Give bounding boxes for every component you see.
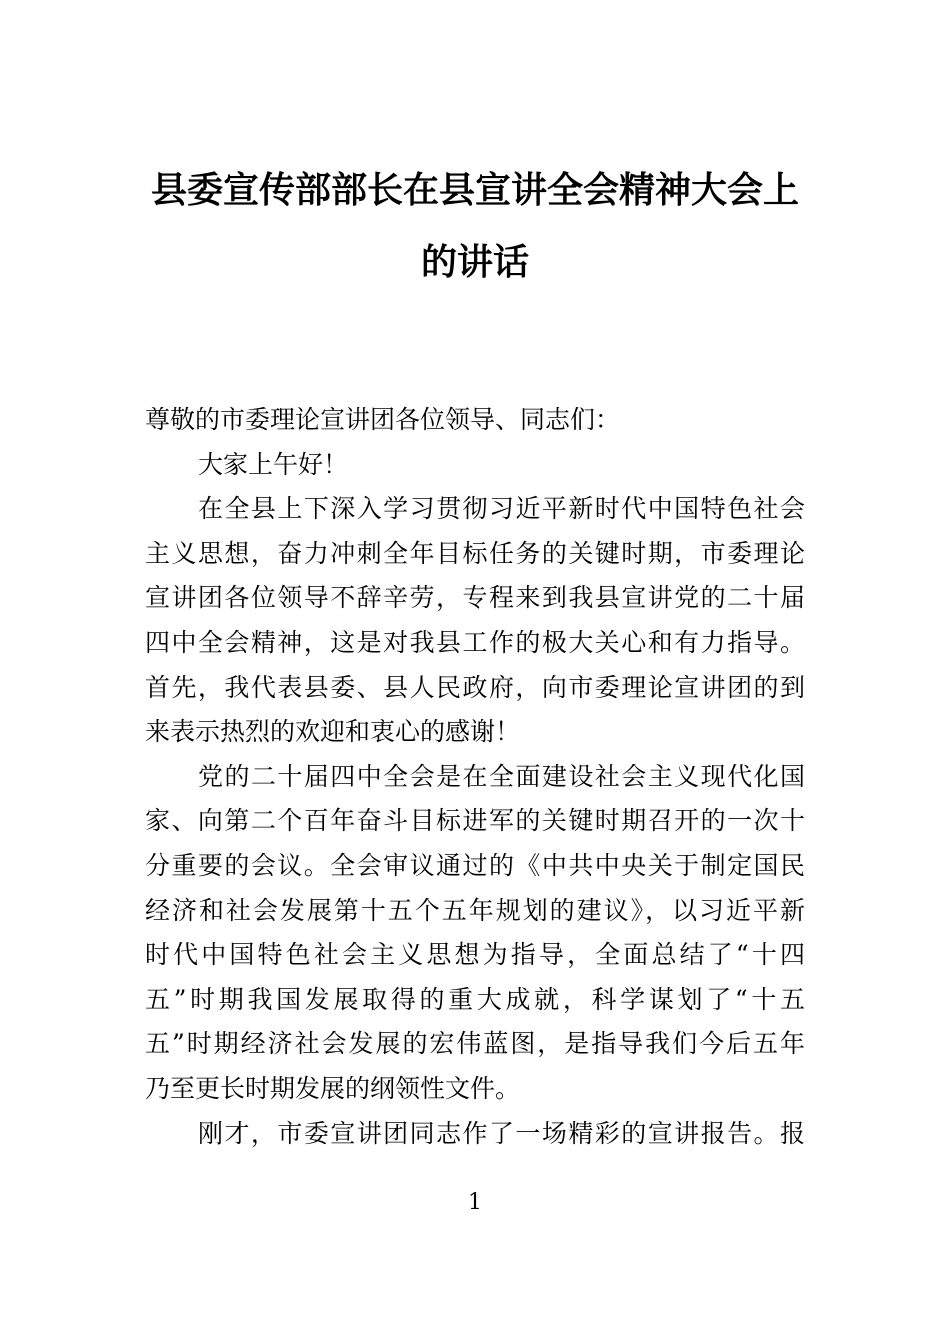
paragraph <box>145 1112 805 1157</box>
paragraph-line: 五”时期经济社会发展的宏伟蓝图，是指导我们今后五年 <box>145 1029 805 1059</box>
document-body <box>145 398 805 1156</box>
document-title-line-1: 县委宣传部部长在县宣讲全会精神大会上 <box>150 169 799 211</box>
paragraph-line: 四中全会精神，这是对我县工作的极大关心和有力指导。 <box>145 627 805 657</box>
paragraph-line: 刚才，市委宣讲团同志作了一场精彩的宣讲报告。报 <box>198 1118 805 1148</box>
salutation: 尊敬的市委理论宣讲团各位领导、同志们： <box>145 405 621 434</box>
paragraph-line: 乃至更长时期发展的纲领性文件。 <box>145 1073 521 1103</box>
paragraph-line: 经济和社会发展第十五个五年规划的建议》，以习近平新 <box>145 895 805 925</box>
page-number: 1 <box>468 1190 482 1215</box>
paragraph-line: 时代中国特色社会主义思想为指导，全面总结了“十四 <box>145 940 805 970</box>
paragraphs <box>145 487 805 1156</box>
paragraph-line: 五”时期我国发展取得的重大成就，科学谋划了“十五 <box>145 984 805 1014</box>
greeting: 大家上午好！ <box>198 449 349 479</box>
paragraph-line: 分重要的会议。全会审议通过的《中共中央关于制定国民 <box>145 850 805 880</box>
paragraph-line: 党的二十届四中全会是在全面建设社会主义现代化国 <box>198 761 805 791</box>
paragraph-line: 来表示热烈的欢迎和衷心的感谢！ <box>145 717 521 747</box>
document-title-line-2: 的讲话 <box>420 241 529 283</box>
paragraph-line: 宣讲团各位领导不辞辛劳，专程来到我县宣讲党的二十届 <box>145 583 805 613</box>
paragraph-line: 主义思想，奋力冲刺全年目标任务的关键时期，市委理论 <box>145 538 805 568</box>
paragraph <box>145 755 805 1112</box>
paragraph <box>145 487 805 755</box>
paragraph-line: 家、向第二个百年奋斗目标进军的关键时期召开的一次十 <box>145 806 805 836</box>
paragraph-line: 首先，我代表县委、县人民政府，向市委理论宣讲团的到 <box>145 672 805 702</box>
paragraph-line: 在全县上下深入学习贯彻习近平新时代中国特色社会 <box>198 494 805 524</box>
